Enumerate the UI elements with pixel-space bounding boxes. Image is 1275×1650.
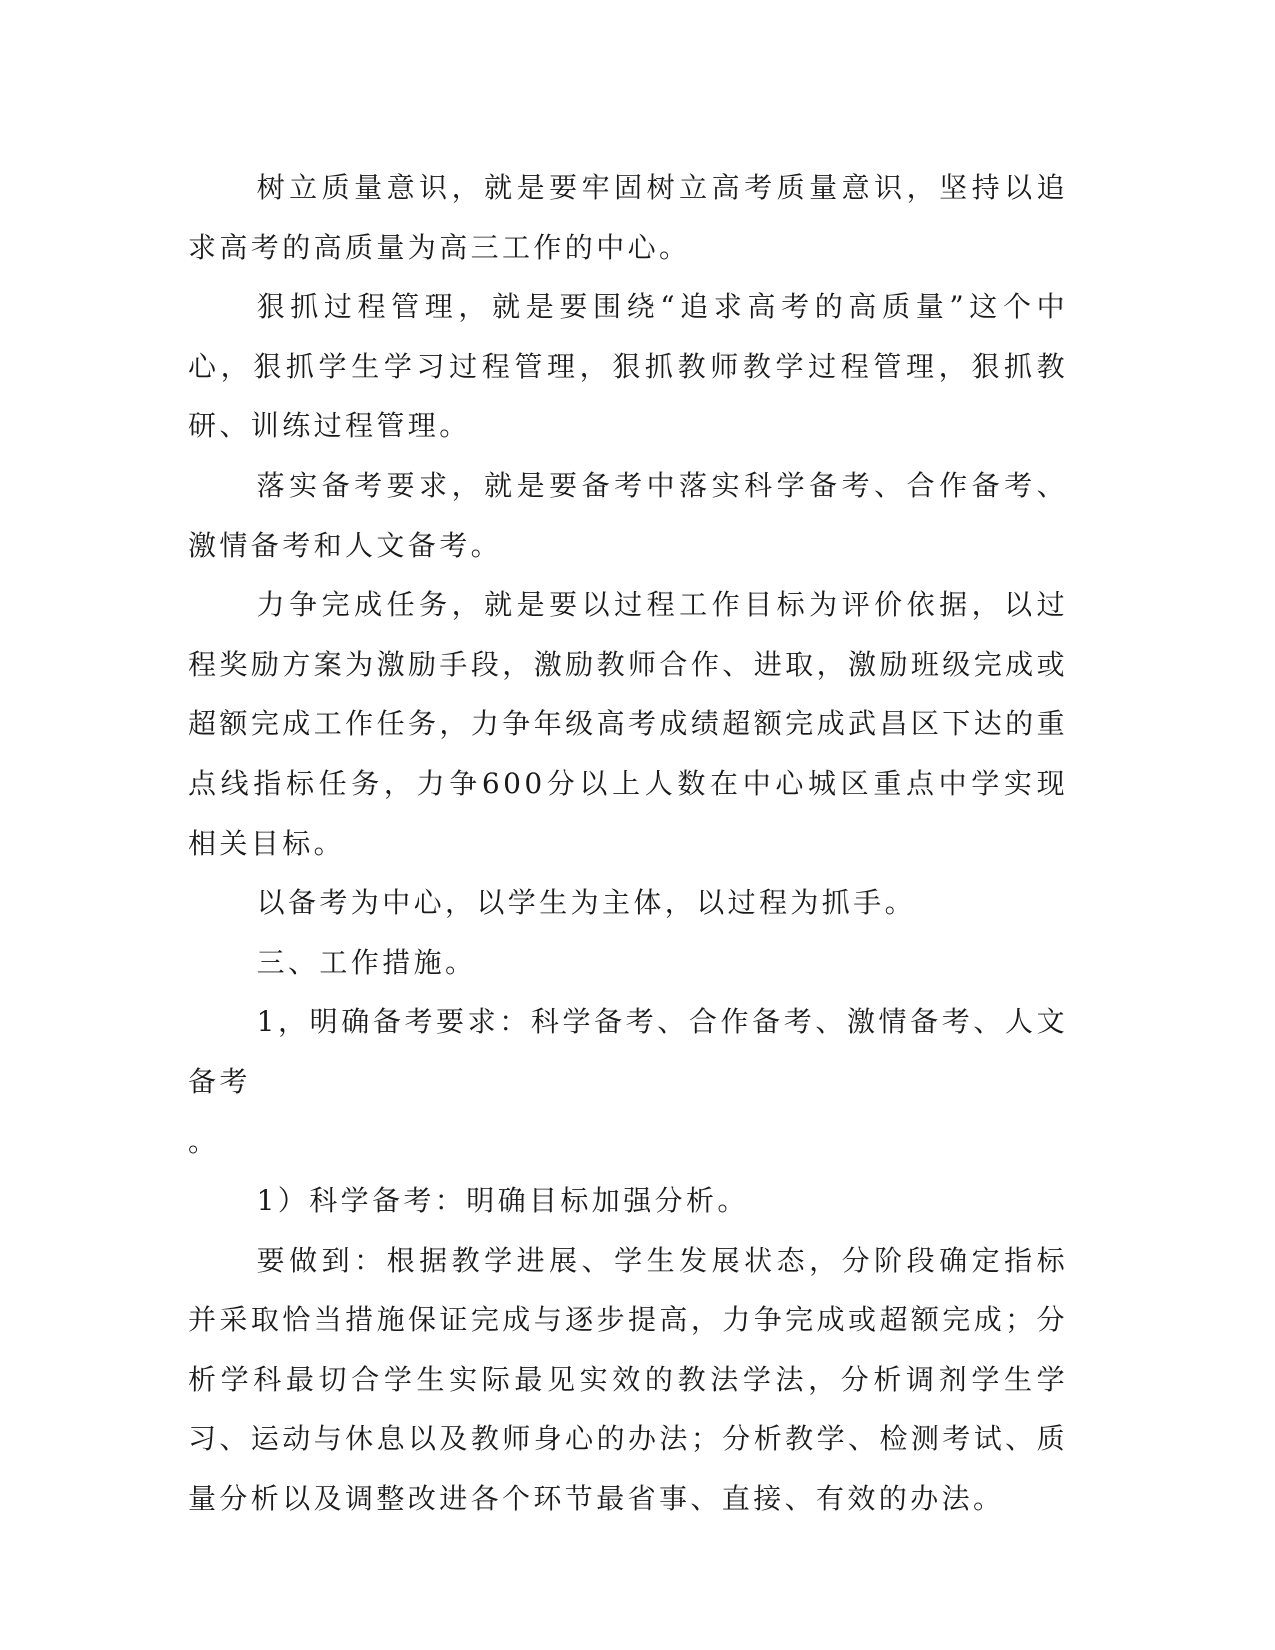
- paragraph-exam-requirements: 落实备考要求，就是要备考中落实科学备考、合作备考、激情备考和人文备考。: [188, 468, 1068, 562]
- paragraph-requirements-detail: 要做到：根据教学进展、学生发展状态，分阶段确定指标并采取恰当措施保证完成与逐步提高，力争完成或超额完成；分析学科最切合学生实际最见实效的教法学法，分析调剂学生学习、运动与休息以及教师身心的办法；分析教学、检测考试、质量分析以及调整改进各个环节最省事、直接、有效的办法。: [188, 1243, 1068, 1516]
- paragraph-item-1-continuation: 。: [188, 1124, 220, 1158]
- paragraph-guiding-principle: 以备考为中心，以学生为主体，以过程为抓手。: [256, 886, 916, 920]
- paragraph-quality-awareness: 树立质量意识，就是要牢固树立高考质量意识，坚持以追求高考的高质量为高三工作的中心。: [188, 171, 1068, 264]
- paragraph-subitem-1: 1）科学备考：明确目标加强分析。: [256, 1184, 749, 1218]
- section-heading-work-measures: 三、工作措施。: [256, 945, 477, 979]
- paragraph-item-1: 1，明确备考要求：科学备考、合作备考、激情备考、人文备考: [188, 1005, 1068, 1098]
- document-body: [188, 158, 1068, 1529]
- paragraph-process-management: 狠抓过程管理，就是要围绕“追求高考的高质量”这个中心，狠抓学生学习过程管理，狠抓教师教学过程管理，狠抓教研、训练过程管理。: [188, 290, 1068, 443]
- paragraph-complete-tasks: 力争完成任务，就是要以过程工作目标为评价依据，以过程奖励方案为激励手段，激励教师合作、进取，激励班级完成或超额完成工作任务，力争年级高考成绩超额完成武昌区下达的重点线指标任务，力争600分以上人数在中心城区重点中学实现相关目标。: [188, 588, 1068, 860]
